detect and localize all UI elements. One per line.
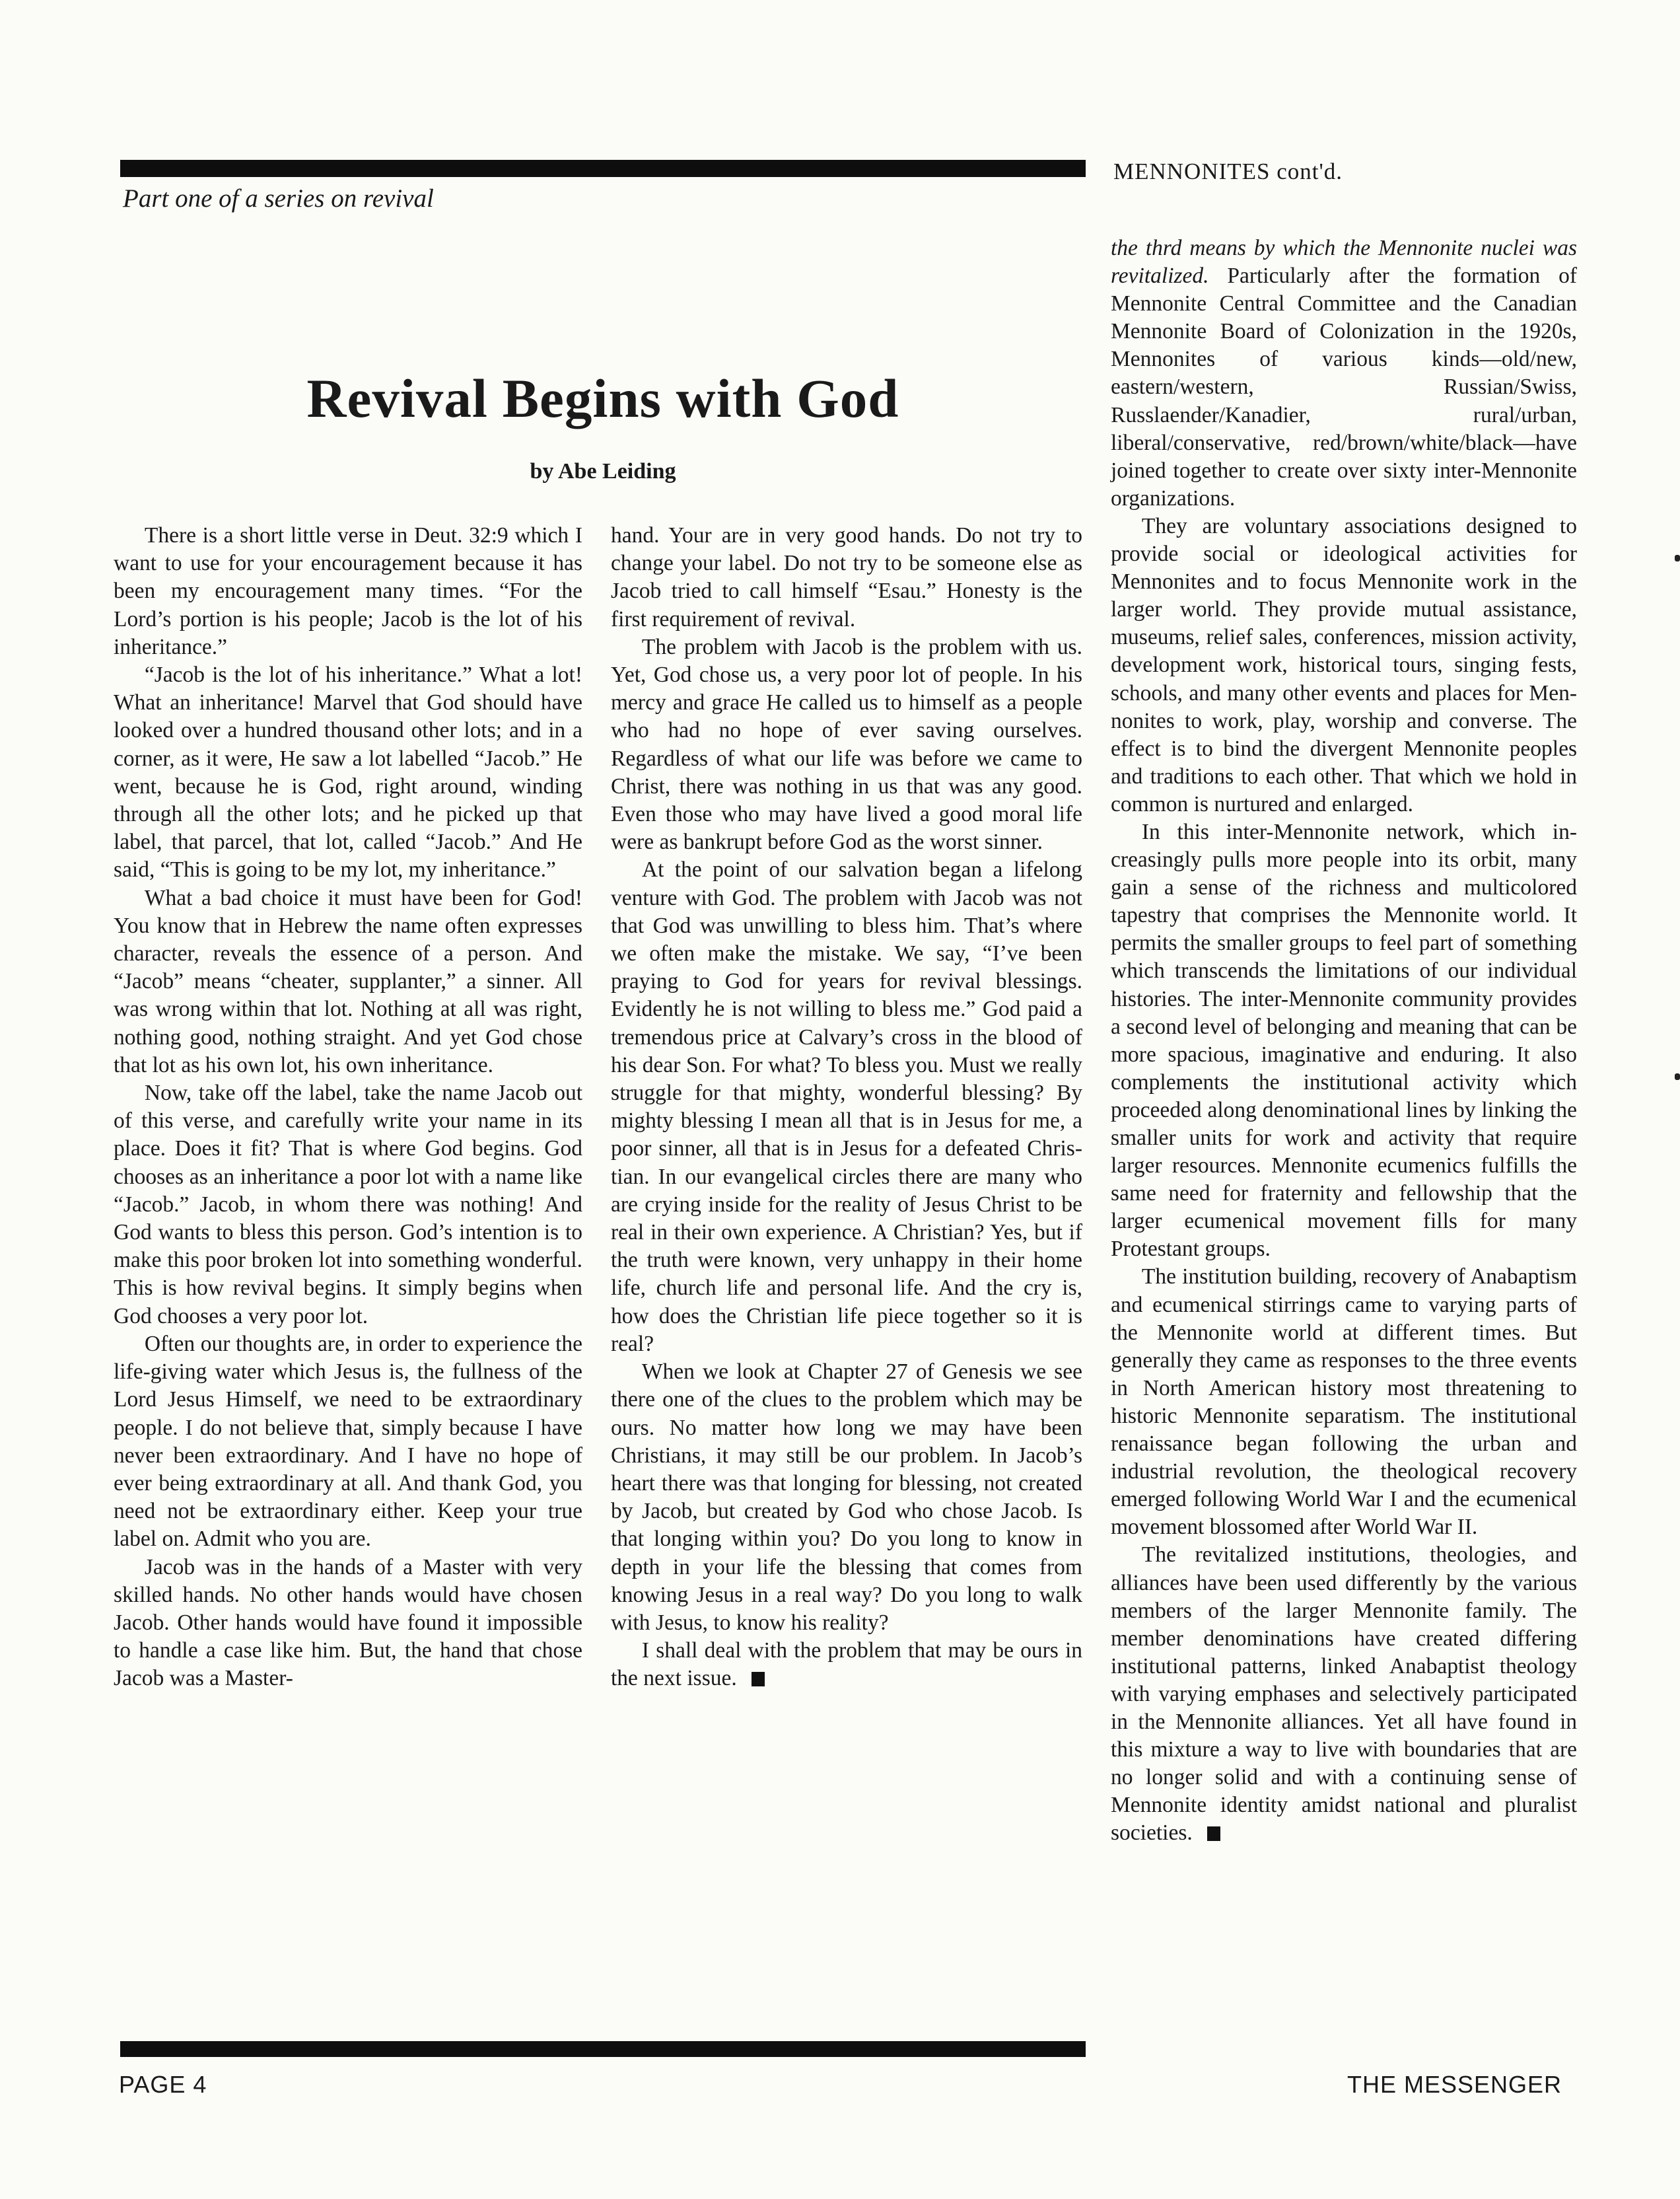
paragraph: The problem with Jacob is the problem with us. Yet, God chose us, a very poor lot of people. In his mercy and grace He called us to himself as a people who had no hope of ever saving ourselves. Regardless of what our life was before we came to Christ, there was nothing in us that was any good. Even those who may have lived a good moral life were as bankrupt before God as the worst sinner. [611,634,1082,855]
page-number: PAGE 4 [119,2071,207,2098]
paragraph: At the point of our salvation began a lifelong venture with God. The problem with Jacob was not that God was unwilling to bless him. That’s where we often make the mistake. We say, “I’ve been praying to God for years for revival blessings. Evidently he is not willing to bless me.” God paid a tremendous price at Calvary’s cross in the blood of his dear Son. For what? To bless you. Must we really struggle for that mighty, wonderful blessing? By mighty blessing I mean all that is in Jesus for me, a poor sinner, all that is in Jesus for a defeated Christian. In our evangelical circles there are many who are crying inside for the reality of Jesus Christ to be real in their own experience. A Christian? Yes, but if the truth were known, very unhappy in their home life, church life and personal life. And the cry is, how does the Christian life piece together so it is real? [611,857,1082,1356]
paragraph: There is a short little verse in Deut. 32:9 which I want to use for your encouragement because it has been my encouragement many times. “For the Lord’s portion is his people; Jacob is the lot of his inheritance.” [114,523,582,659]
paragraph: Jacob was in the hands of a Master with very skilled hands. No other hands would have chosen Jacob. Other hands would have found it impossible to handle a case like him. But, the hand that chose Jacob was a Master- [114,1554,582,1691]
paragraph: When we look at Chapter 27 of Genesis we see there one of the clues to the problem which may be ours. No matter how long we may have been Christians, it may still be our problem. In Jacob’s heart there was that longing for blessing, not created by Jacob, but created by God who chose Jacob. Is that longing within you? Do you long to know in depth in your life the blessing that comes from knowing Jesus in a real way? Do you long to walk with Jesus, to know his reality? [611,1359,1082,1635]
paragraph: Now, take off the label, take the name Jacob out of this verse, and carefully write your name in its place. Does it fit? That is where God begins. God chooses as an inheritance a poor lot with a name like “Jacob.” Jacob, in whom there was nothing! And God wants to bless this person. God’s intention is to make this poor broken lot into something wonderful. This is how revival begins. It simply begins when God chooses a very poor lot. [114,1081,582,1328]
paragraph: They are voluntary associations designed to provide social or ideological activities for Mennonites and to focus Mennonite work in the larger world. They provide mutual assistance, museums, relief sales, conferences, mission activity, development work, historical tours, singing fests, schools, and many other events and places for Mennonites to work, play, worship and converse. The effect is to bind the divergent Mennonite peoples and traditions to each other. That which we hold in common is nurtured and enlarged. [1111,513,1577,816]
article-column-2 [611,522,1082,1693]
final-paragraph-text: I shall deal with the problem that may be ours in the next issue. [611,1638,1082,1691]
edge-mark [1675,555,1680,561]
sidebar-lead-italic: the thrd means by which the Mennonite nuclei was revitalized. [1111,236,1577,289]
paragraph: hand. Your are in very good hands. Do not try to change your label. Do not try to be someone else as Jacob tried to call himself “Esau.” Honesty is the first requirement of revival. [611,523,1082,631]
final-paragraph-text: The revitalized institutions, theologies, and alliances have been used differently by the various members of the larger Mennonite family. The member denominations have created differing institutional patterns, linked Anabaptist theology with varying emphases and selectively participated in the Mennonite alliances. Yet all have found in this mixture a way to live with boundaries that are no longer solid and with a continuing sense of Mennonite identity amidst national and pluralist societies. [1111,1542,1577,1846]
paragraph: The institution building, recovery of Anabaptism and ecumenical stirrings came to varying parts of the Mennonite world at different times. But generally they came as responses to the three events in North American history most threatening to historic Mennonite separatism. The institutional renaissance began following the urban and industrial revolution, the theological recovery emerged following World War I and the ecumenical movement blossomed after World War II. [1111,1264,1577,1540]
bottom-rule [120,2041,1086,2057]
final-paragraph [1111,1541,1577,1847]
paragraph: Often our thoughts are, in order to experience the life-giving water which Jesus is, the fullness of the Lord Jesus Himself, we need to be extraordinary people. I do not believe that, simply because I have never been extraordinary. And I have no hope of ever being extraordinary at all. And thank God, you need not be extraordinary either. Keep your true label on. Admit who you are. [114,1331,582,1552]
continued-note: MENNONITES cont'd. [1113,159,1343,184]
article-column-1 [114,522,582,1693]
end-mark-icon [1207,1826,1220,1841]
publication-name: THE MESSENGER [1347,2071,1562,2098]
paragraph: What a bad choice it must have been for God! You know that in Hebrew the name often expresses character, reveals the essence of a person. And “Jacob” means “cheater, supplanter,” a sinner. All was wrong within that lot. Nothing at all was right, nothing good, nothing straight. And yet God chose that lot as his own lot, his own inheritance. [114,885,582,1077]
sidebar-lead-text: Particularly after the formation of Mennonite Central Committee and the Canadian Mennonite Board of Colonization in the 1920s, Mennonites of various kinds—old/new, eastern/western, Russian/Swiss, Russlaender/Kanadier, rural/urban, liberal/conservative, red/brown/white/black—have joined together to create over sixty inter-Mennonite organizations. [1111,264,1577,511]
final-paragraph [611,1637,1082,1692]
article-title: Revival Begins with God [306,368,899,429]
sidebar-column [1111,234,1577,1847]
series-note: Part one of a series on revival [123,184,434,213]
paragraph: “Jacob is the lot of his inheritance.” What a lot! What an inheritance! Marvel that God should have looked over a hundred thousand other lots; and in a corner, as it were, He saw a lot labelled “Jacob.” He went, because he is God, right around, winding through all the other lots; and he picked up that label, that parcel, that lot, called “Jacob.” And He said, “This is going to be my lot, my inheritance.” [114,663,582,883]
sidebar-lead-paragraph [1111,234,1577,513]
byline: by Abe Leiding [530,459,676,484]
edge-mark [1675,1073,1680,1080]
end-mark-icon [752,1672,765,1686]
paragraph: In this inter-Mennonite network, which increasingly pulls more people into its orbit, many gain a sense of the richness and multicolored tapestry that comprises the Mennonite world. It permits the smaller groups to feel part of something which transcends the limitations of our individual histories. The inter-Mennonite community provides a second level of belonging and meaning that can be more spacious, imaginative and enduring. It also complements the institutional activity which proceeded along denominational lines by linking the smaller units for work and activity that require larger resources. Mennonite ecumenics fulfills the same need for fraternity and fellowship that the larger ecumenical movement fills for many Protestant groups. [1111,819,1577,1262]
top-rule [120,160,1086,177]
